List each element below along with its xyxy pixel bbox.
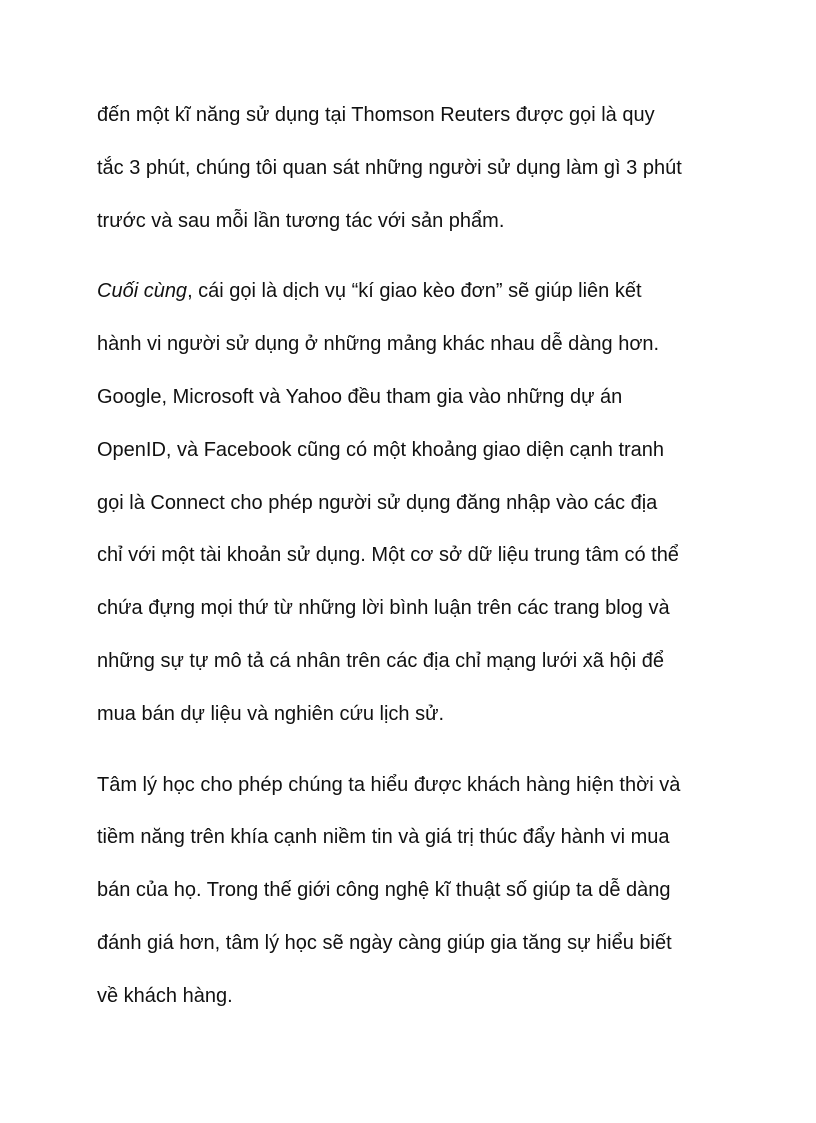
text-line: gọi là Connect cho phép người sử dụng đăng nhập vào các địa — [97, 491, 658, 514]
paragraph-psychology — [97, 766, 737, 1030]
text-line — [97, 272, 737, 325]
text-line: tiềm năng trên khía cạnh niềm tin và giá trị thúc đẩy hành vi mua — [97, 826, 670, 849]
text-line: chứa đựng mọi thứ từ những lời bình luận trên các trang blog và — [97, 597, 670, 620]
text-line: hành vi người sử dụng ở những mảng khác nhau dễ dàng hơn. — [97, 333, 660, 356]
italic-lead: Cuối cùng — [97, 280, 188, 303]
text-line: bán của họ. Trong thế giới công nghệ kĩ thuật số giúp ta dễ dàng — [97, 879, 671, 902]
paragraph-three-minute-rule — [97, 96, 737, 254]
body-text — [97, 96, 737, 1030]
text-line: chỉ với một tài khoản sử dụng. Một cơ sở dữ liệu trung tâm có thể — [97, 544, 679, 567]
text-line: trước và sau mỗi lần tương tác với sản phẩm. — [97, 209, 505, 232]
text-line: OpenID, và Facebook cũng có một khoảng giao diện cạnh tranh — [97, 438, 665, 461]
text-line: đến một kĩ năng sử dụng tại Thomson Reuters được gọi là quy — [97, 104, 655, 126]
text-line: về khách hàng. — [97, 984, 233, 1007]
paragraph-single-sign-on — [97, 272, 737, 747]
paragraph-gap — [97, 254, 737, 272]
text-fragment: , cái gọi là dịch vụ “kí giao kèo đơn” sẽ giúp liên kết — [187, 280, 642, 303]
text-line: tắc 3 phút, chúng tôi quan sát những người sử dụng làm gì 3 phút — [97, 156, 682, 179]
text-line: những sự tự mô tả cá nhân trên các địa chỉ mạng lưới xã hội để — [97, 649, 664, 672]
text-line: mua bán dự liệu và nghiên cứu lịch sử. — [97, 702, 445, 725]
text-line: đánh giá hơn, tâm lý học sẽ ngày càng giúp gia tăng sự hiểu biết — [97, 931, 672, 954]
text-line: Tâm lý học cho phép chúng ta hiểu được khách hàng hiện thời và — [97, 773, 681, 796]
paragraph-gap — [97, 748, 737, 766]
text-line: Google, Microsoft và Yahoo đều tham gia vào những dự án — [97, 385, 623, 408]
